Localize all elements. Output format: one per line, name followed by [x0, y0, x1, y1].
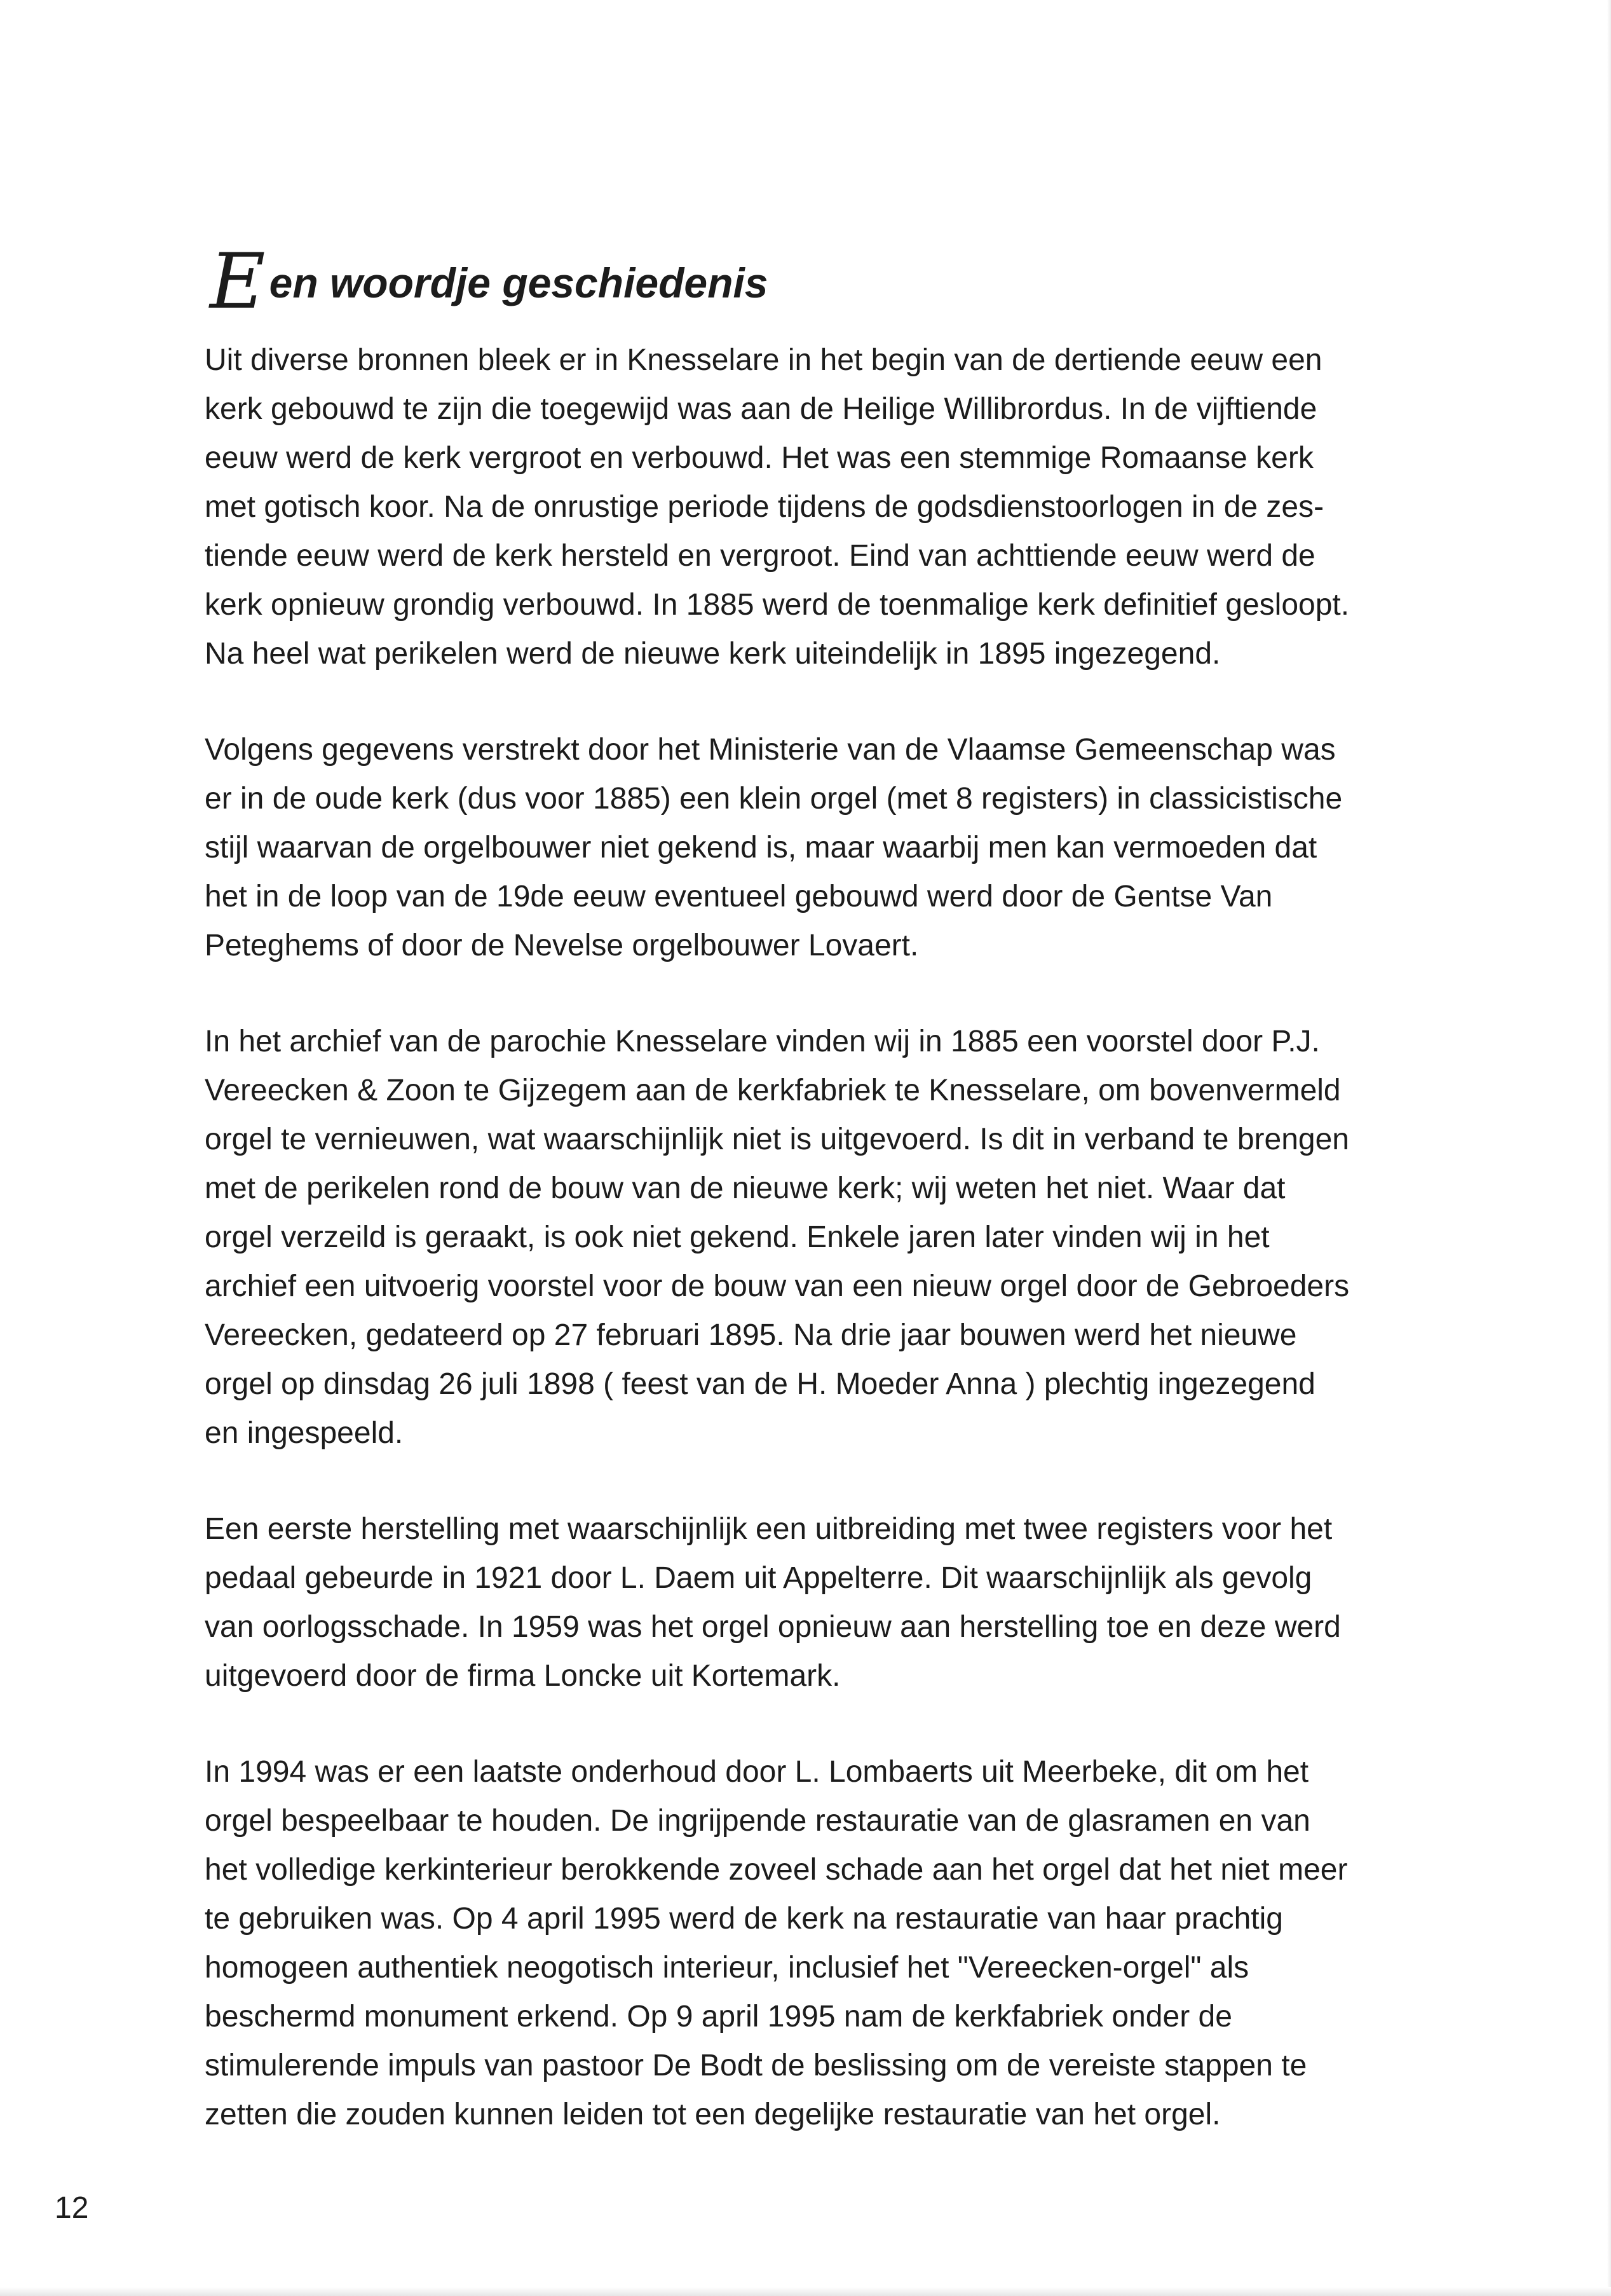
- text-line: Vereecken & Zoon te Gijzegem aan de kerkfabriek te Knesselare, om bovenvermeld: [205, 1074, 1341, 1107]
- text-line: eeuw werd de kerk vergroot en verbouwd. Het was een stemmige Romaanse kerk: [205, 441, 1314, 475]
- text-line: er in de oude kerk (dus voor 1885) een klein orgel (met 8 registers) in classicistische: [205, 782, 1343, 816]
- title-text: en woordje geschiedenis: [269, 259, 768, 306]
- page-edge-shadow-right: [1607, 0, 1611, 2296]
- text-line: en ingespeeld.: [205, 1416, 404, 1450]
- text-line: het in de loop van de 19de eeuw eventueel gebouwd werd door de Gentse Van: [205, 880, 1273, 913]
- text-line: stijl waarvan de orgelbouwer niet gekend is, maar waarbij men kan vermoeden dat: [205, 831, 1317, 864]
- text-line: van oorlogsschade. In 1959 was het orgel opnieuw aan herstelling toe en deze werd: [205, 1610, 1341, 1644]
- text-line: Een eerste herstelling met waarschijnlijk een uitbreiding met twee registers voor het: [205, 1512, 1333, 1546]
- text-line: kerk opnieuw grondig verbouwd. In 1885 werd de toenmalige kerk definitief gesloopt.: [205, 588, 1350, 622]
- text-line: Peteghems of door de Nevelse orgelbouwer Lovaert.: [205, 929, 919, 962]
- text-line: In 1994 was er een laatste onderhoud door L. Lombaerts uit Meerbeke, dit om het: [205, 1755, 1309, 1789]
- text-line: pedaal gebeurde in 1921 door L. Daem uit Appelterre. Dit waarschijnlijk als gevolg: [205, 1561, 1312, 1595]
- text-line: te gebruiken was. Op 4 april 1995 werd de kerk na restauratie van haar prachtig: [205, 1902, 1283, 1936]
- paragraph-vereecken-organ: [205, 1017, 1450, 1458]
- text-line: Volgens gegevens verstrekt door het Ministerie van de Vlaamse Gemeenschap was: [205, 733, 1336, 767]
- text-line: Uit diverse bronnen bleek er in Knesselare in het begin van de dertiende eeuw een: [205, 343, 1322, 377]
- page-title: [210, 216, 768, 326]
- text-line: beschermd monument erkend. Op 9 april 1995 nam de kerkfabriek onder de: [205, 2000, 1232, 2033]
- text-line: Vereecken, gedateerd op 27 februari 1895. Na drie jaar bouwen werd het nieuwe: [205, 1318, 1297, 1352]
- text-line: zetten die zouden kunnen leiden tot een degelijke restauratie van het orgel.: [205, 2098, 1221, 2131]
- text-line: met de perikelen rond de bouw van de nieuwe kerk; wij weten het niet. Waar dat: [205, 1172, 1286, 1205]
- title-decorative-initial: E: [210, 238, 266, 326]
- text-line: Na heel wat perikelen werd de nieuwe kerk uiteindelijk in 1895 ingezegend.: [205, 637, 1221, 671]
- text-line: kerk gebouwd te zijn die toegewijd was aan de Heilige Willibrordus. In de vijftiende: [205, 392, 1317, 426]
- paragraph-history-church: [205, 336, 1450, 678]
- paragraph-repairs: [205, 1505, 1450, 1700]
- text-line: In het archief van de parochie Knesselare vinden wij in 1885 een voorstel door P.J.: [205, 1025, 1320, 1058]
- text-line: stimulerende impuls van pastoor De Bodt de beslissing om de vereiste stappen te: [205, 2049, 1307, 2082]
- text-line: homogeen authentiek neogotisch interieur, inclusief het "Vereecken-orgel" als: [205, 1951, 1249, 1985]
- text-line: orgel te vernieuwen, wat waarschijnlijk niet is uitgevoerd. Is dit in verband te brengen: [205, 1123, 1349, 1156]
- text-line: archief een uitvoerig voorstel voor de bouw van een nieuw orgel door de Gebroeders: [205, 1269, 1350, 1303]
- text-line: orgel bespeelbaar te houden. De ingrijpende restauratie van de glasramen en van: [205, 1804, 1310, 1838]
- text-line: met gotisch koor. Na de onrustige periode tijdens de godsdienstoorlogen in de zes-: [205, 490, 1324, 524]
- body-text: [205, 336, 1450, 2186]
- text-line: orgel op dinsdag 26 juli 1898 ( feest van de H. Moeder Anna ) plechtig ingezegend: [205, 1367, 1315, 1401]
- text-line: tiende eeuw werd de kerk hersteld en vergroot. Eind van achttiende eeuw werd de: [205, 539, 1315, 573]
- paragraph-old-organ: [205, 725, 1450, 970]
- page-number: 12: [55, 2191, 89, 2225]
- text-line: orgel verzeild is geraakt, is ook niet gekend. Enkele jaren later vinden wij in het: [205, 1220, 1270, 1254]
- text-line: uitgevoerd door de firma Loncke uit Kortemark.: [205, 1659, 841, 1693]
- paragraph-restoration: [205, 1747, 1450, 2139]
- page-edge-shadow-bottom: [0, 2287, 1611, 2296]
- text-line: het volledige kerkinterieur berokkende zoveel schade aan het orgel dat het niet meer: [205, 1853, 1348, 1887]
